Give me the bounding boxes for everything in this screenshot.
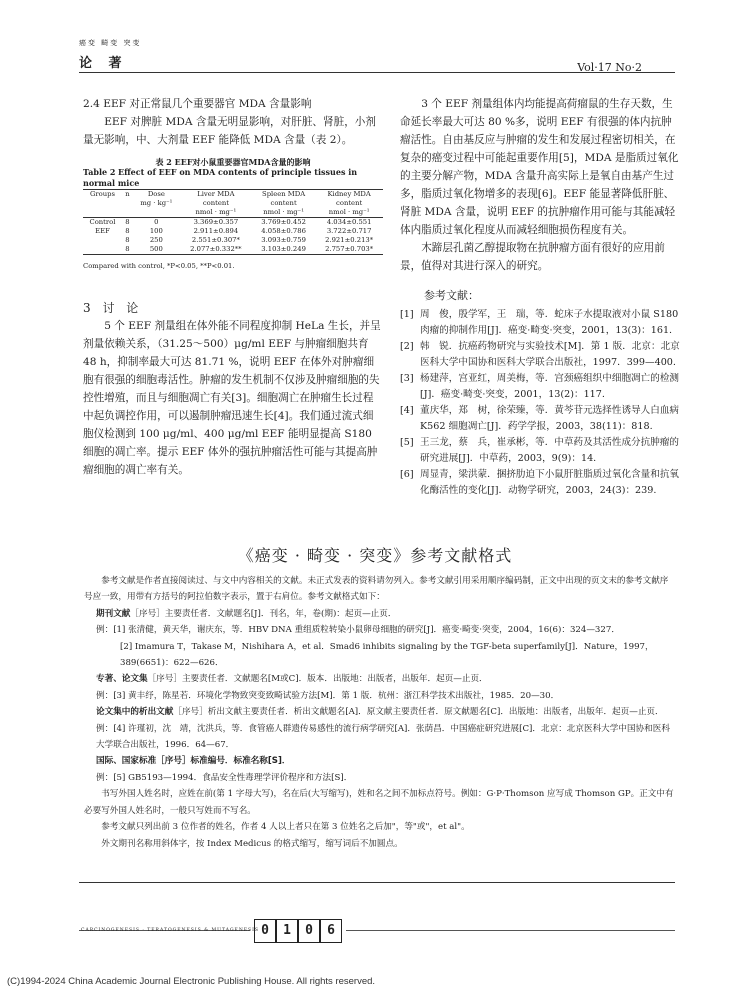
table-cell: Control (89, 218, 116, 226)
reference-item (400, 307, 682, 339)
example-1: 例：[1] 张清健，黄天华，谢庆东，等．HBV DNA 重组质粒转染小鼠卵母细胞的研究[J]．癌变·畸变·突变，2004，16(6)：324—327． (96, 625, 620, 636)
example-5: 例：[5] GB5193—1994．食品安全性毒理学评价程序和方法[S]． (96, 772, 353, 783)
table-header: Liver MDA (180, 190, 252, 200)
reference-text: 杨建萍，宫亚红，周美梅，等．宫颈癌组织中细胞凋亡的检测[J]．癌变·畸变·突变，2001，13(2)：117. (420, 373, 680, 400)
table-cell: 500 (133, 245, 180, 255)
reference-text: 周 俊，殷学军，王 瑞，等．蛇床子水提取液对小鼠 S180 肉瘤的抑制作用[J]．癌变·畸变·突变，2001，13(3)：161. (420, 309, 679, 336)
reference-number: [1] (400, 309, 414, 320)
journal-header-short: 癌变 畸变 突变 (79, 39, 142, 47)
page-number-digit: 6 (320, 919, 342, 943)
reference-number: [2] (400, 341, 414, 352)
table-cell: 100 (149, 227, 163, 235)
table-cell: 4.058±0.786 (261, 227, 306, 235)
note-journal-names: 外文期刊名称用斜体字，按 Index Medicus 的格式缩写，缩写词后不加圆点。 (101, 838, 403, 849)
note-authors: 参考文献只列出前 3 位作者的姓名，作者 4 人以上者只在第 3 位姓名之后加"，等"或"，et al"。 (101, 822, 470, 833)
table-unit: nmol · mg⁻¹ (180, 208, 252, 218)
table-cell: 2.757±0.703* (315, 245, 383, 255)
note-foreign-names: 书写外国人姓名时，应姓在前(第 1 字母大写)，名在后(大写缩写)，姓和名之间不加标点符号。例如：G·P·Thomson 应写成 Thomson GP。正文中有必要写外国人姓名时，一般只写姓而不写名。 (84, 789, 674, 816)
reference-number: [4] (400, 405, 414, 416)
table-unit: nmol · mg⁻¹ (252, 208, 315, 218)
format-intro: 参考文献是作者直接阅读过、与文中内容相关的文献。未正式发表的资料请勿列入。参考文献引用采用顺序编码制，正文中出现的页文末的参考文献序号应一致，用带有方括号的阿拉伯数字表示，置于右肩位。参考文献格式如下： (84, 576, 669, 603)
reference-text: 王三龙，蔡 兵，崔承彬，等．中草药及其活性成分抗肿瘤的研究进展[J]．中草药，2003，9(9)：14. (420, 437, 680, 464)
table-cell: 3.093±0.759 (261, 236, 306, 244)
periodical-heading: 期刊文献 (96, 608, 131, 619)
left-column (83, 95, 383, 479)
footer-rule (79, 882, 675, 883)
table2 (83, 189, 383, 255)
table-row (83, 227, 383, 236)
example-2: [2] Imamura T，Takase M，Nishihara A，et al．Smad6 inhibits signaling by the TGF-beta superfamily[J]．Nature，1997，389(6651)：622—626． (120, 641, 654, 669)
anthology-format: ［序号］析出文献主要责任者．析出文献题名[A]．原文献主要责任者．原文献题名[C]．出版地：出版者，出版年．起页—止页． (173, 707, 664, 718)
table-row (83, 245, 383, 255)
references-title: 参考文献： (424, 289, 479, 302)
reference-item (400, 435, 682, 467)
right-paragraph-1: 3 个 EEF 剂量组体内均能提高荷瘤鼠的生存天数，生命延长率最大可达 80 %多，说明 EEF 有很强的体内抗肿瘤活性。自由基反应与肿瘤的发生和发展过程密切相关，在复杂的癌变过程中可能起重要作用[5]，MDA 是脂质过氧化的主要分解产物，MDA 含量升高实际上是氧自由基产生过多，脂质过氧化物增多的表现[6]。EEF 能显著降低肝脏、肾脏 MDA 含量，说明 EEF 的抗肿瘤作用可能与其能减轻体内脂质过氧化程度从而减轻细胞损伤程度有关。 (400, 98, 679, 236)
table-cell: 8 (125, 218, 130, 226)
table-row (83, 236, 383, 245)
right-paragraph-2: 木蹄层孔菌乙醇提取物在抗肿瘤方面有很好的应用前景，值得对其进行深入的研究。 (400, 242, 665, 272)
reference-text: 周显青，梁洪蒙．捆挤肋迫下小鼠肝脏脂质过氧化含量和抗氧化酶活性的变化[J]．动物学研究，2003，24(3)：239. (420, 469, 680, 496)
table2-title: Effect of EEF on MDA contents of principle tissues in normal mice (83, 167, 358, 188)
section-label: 论 著 (79, 56, 128, 71)
table-subheader: content (202, 199, 229, 207)
table-unit: nmol · mg⁻¹ (315, 208, 383, 218)
footer-journal-name: CARCINOGENESIS · TERATOGENESIS & MUTAGENESIS (81, 928, 259, 933)
footer-bar-right (346, 930, 675, 936)
format-section-body (84, 573, 676, 852)
table-cell: 2.911±0.894 (193, 227, 239, 235)
section-3-paragraph: 5 个 EEF 剂量组在体外能不同程度抑制 HeLa 生长，并呈剂量依赖关系，（31.25～500）μg/ml EEF 与肿瘤细胞共育 48 h，抑制率最大可达 81.71 %，说明 EEF 在体外对肿瘤细胞有很强的细胞毒活性。肿瘤的发生机制不仅涉及肿瘤细胞的失控性增殖，而且与细胞凋亡有关[3]。细胞凋亡在肿瘤生长过程中起负调控作用，可以遏制肿瘤迅速生长[4]。我们通过流式细胞仪检测到 100 μg/ml、400 μg/ml EEF 能明显提高 S180 细胞的凋亡率。提示 EEF 体外的强抗肿瘤活性可能与其提高肿瘤细胞的凋亡率有关。 (83, 320, 381, 476)
table-subheader: content (270, 199, 297, 207)
anthology-heading: 论文集中的析出文献 (96, 707, 174, 718)
reference-text: 董庆华，郑 树，徐荣臻，等．黄芩苷元选择性诱导人白血病 K562 细胞凋亡[J]．药学学报，2003，38(11)：818. (420, 405, 680, 432)
example-3: 例：[3] 黄丰纾，陈星若．环境化学物致突变致畸试验方法[M]．第 1 版．杭州：浙江科学技术出版社，1985．20—30． (96, 690, 560, 701)
volume-issue: Vol·17 No·2 (577, 61, 642, 74)
reference-item (400, 339, 682, 371)
reference-item (400, 403, 682, 435)
table-cell: 0 (154, 218, 159, 226)
page-number-digit: 0 (254, 919, 276, 943)
table-header: n (122, 190, 133, 200)
table-subheader: content (336, 199, 363, 207)
copyright-line: (C)1994-2024 China Academic Journal Electronic Publishing House. All rights reserved. (7, 976, 376, 987)
table-header: Spleen MDA (252, 190, 315, 200)
format-section-title: 《癌变 · 畸变 · 突变》参考文献格式 (237, 546, 513, 565)
table-cell: 2.077±0.332** (180, 245, 252, 255)
table-row (83, 218, 383, 228)
page-number-digit: 0 (298, 919, 320, 943)
table2-caption-en (83, 167, 383, 189)
table-cell: 2.551±0.307* (191, 236, 240, 244)
table2-note: Compared with control, *P<0.05, **P<0.01. (83, 262, 235, 270)
table-cell (83, 245, 122, 255)
heading-2-4: 2.4 EEF 对正常鼠几个重要器官 MDA 含量影响 (83, 98, 312, 110)
standard-heading: 国际、国家标准［序号］标准编号．标准名称[S]． (96, 756, 291, 767)
table-cell: 3.103±0.249 (252, 245, 315, 255)
book-heading: 专著、论文集 (96, 674, 148, 685)
table-header: Kidney MDA (315, 190, 383, 200)
book-format: ［序号］主要责任者．文献题名[M或C]．版本．出版地：出版者，出版年．起页—止页． (147, 674, 488, 685)
periodical-format: ［序号］主要责任者．文献题名[J]．刊名，年，卷(期)：起页—止页． (130, 608, 397, 619)
example-4: 例：[4] 许瑾初，沈 靖，沈洪兵，等．食管癌人群遗传易感性的流行病学研究[A]．张荫昌．中国癌症研究进展[C]．北京：北京医科大学中国协和医科大学联合出版社，1996．64—67． (96, 723, 670, 751)
table-cell: 3.722±0.717 (326, 227, 372, 235)
table2-label: Table 2 (83, 167, 116, 177)
reference-number: [6] (400, 469, 414, 480)
table-cell: EEF (95, 227, 110, 235)
table-header: Groups (83, 190, 122, 200)
table-cell: 3.369±0.357 (193, 218, 239, 226)
reference-item (400, 371, 682, 403)
table-cell: 3.769±0.452 (261, 218, 306, 226)
reference-number: [5] (400, 437, 414, 448)
table-header: Dose (133, 190, 180, 200)
section-3-title: 3 讨 论 (83, 301, 143, 315)
reference-item (400, 467, 682, 499)
table-cell: 8 (122, 245, 133, 255)
table-cell (83, 236, 122, 245)
table-cell: 8 (125, 236, 130, 244)
table-cell: 2.921±0.213* (325, 236, 374, 244)
table-cell: 4.034±0.551 (326, 218, 372, 226)
reference-list (400, 307, 682, 499)
table-cell: 8 (125, 227, 130, 235)
table-subheader: mg · kg⁻¹ (140, 199, 173, 207)
header-rule (79, 72, 675, 73)
table-cell: 250 (149, 236, 163, 244)
page-number-digit: 1 (276, 919, 298, 943)
table2-caption-cn: 表 2 EEF对小鼠重要器官MDA含量的影响 (155, 157, 311, 167)
paragraph-2-4: EEF 对脾脏 MDA 含量无明显影响，对肝脏、肾脏，小剂量无影响，中、大剂量 EEF 能降低 MDA 含量（表 2）。 (83, 116, 376, 146)
right-column (400, 95, 682, 499)
reference-number: [3] (400, 373, 414, 384)
reference-text: 韩 锐．抗癌药物研究与实验技术[M]．第 1 版．北京：北京医科大学中国协和医科大学联合出版社，1997．399—400. (420, 341, 680, 368)
